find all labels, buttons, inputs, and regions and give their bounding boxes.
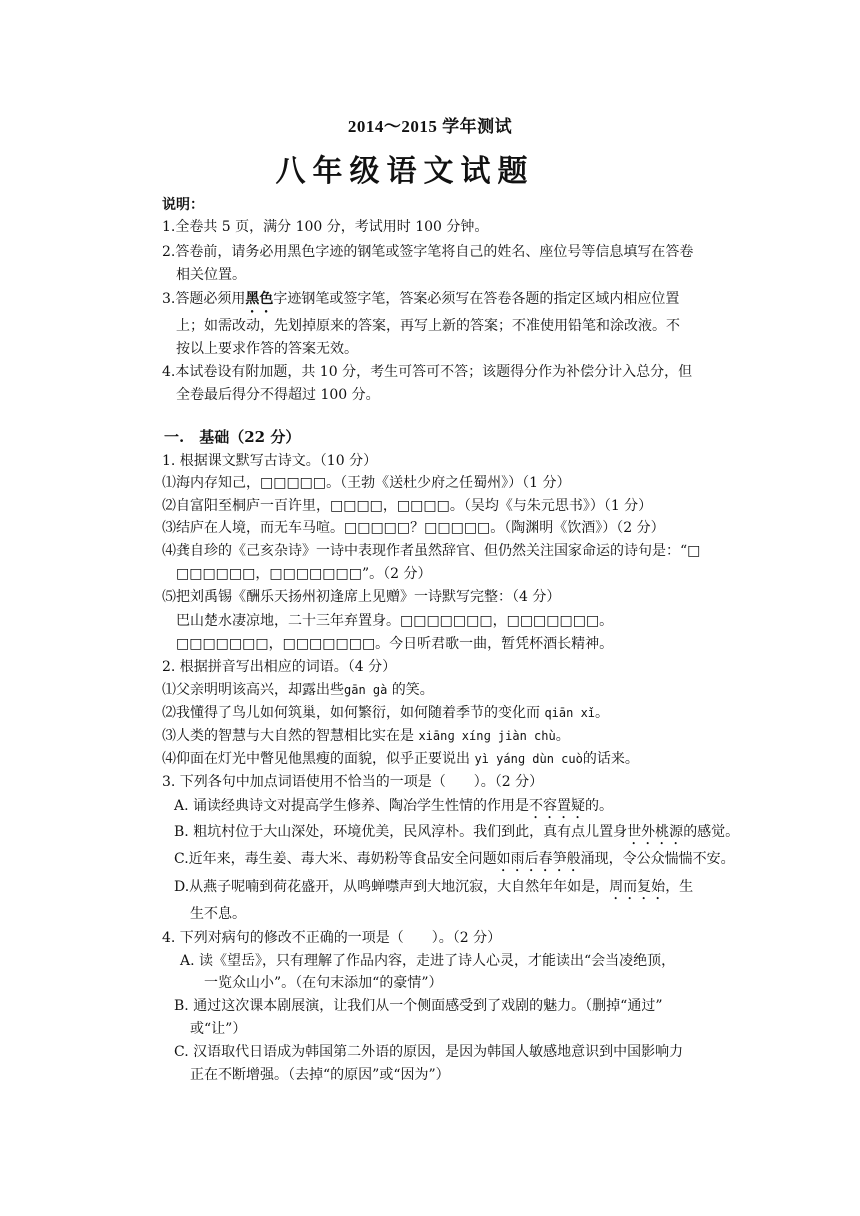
exam-title: 八年级语文试题: [275, 154, 535, 189]
q4-option-c-line2: 正在不断增强。（去掉“的原因”或“因为”）: [190, 1067, 450, 1083]
pinyin: gān gà: [344, 683, 388, 697]
q3-option-c: C.近年来，毒生姜、毒大米、毒奶粉等食品安全问题如雨后春笋般涌现，令公众惴惴不安。: [174, 851, 735, 867]
q1-item-5-line2: 巴山楚水凄凉地，二十三年弃置身。□□□□□□□，□□□□□□□。: [176, 613, 614, 629]
note-2-line2: 相关位置。: [176, 267, 246, 283]
q3-option-b: B. 粗坑村位于大山深处，环境优美，民风淳朴。我们到此，真有点儿置身世外桃源的感觉。: [174, 824, 740, 840]
q3-option-d-line2: 生不息。: [190, 906, 246, 922]
q4-option-a-line2: 一览众山小”。（在句末添加“的豪情”）: [204, 975, 443, 991]
q4-stem: 4. 下列对病句的修改不正确的一项是（ ）。（2 分）: [162, 930, 502, 946]
q1-stem: 1. 根据课文默写古诗文。（10 分）: [162, 453, 378, 469]
emphasized-term: 世外桃源: [627, 824, 684, 840]
q1-item-3: ⑶结庐在人境，而无车马喧。□□□□□？□□□□□。（陶渊明《饮酒》）（2 分）: [162, 520, 665, 536]
q2-item-4: ⑷仰面在灯光中瞥见他黑瘦的面貌，似乎正要说出 yì yánɡ dùn cuò的话来。: [162, 751, 639, 767]
q4-option-b-line1: B. 通过这次课本剧展演，让我们从一个侧面感受到了戏剧的魅力。（删掉“通过”: [174, 998, 663, 1014]
note-3-line1: 3.答题必须用黑色字迹钢笔或签字笔，答案必须写在答卷各题的指定区域内相应位置: [162, 291, 680, 307]
note-3-line2: 上；如需改动，先划掉原来的答案，再写上新的答案；不准使用铅笔和涂改液。不: [176, 318, 680, 334]
q2-stem: 2. 根据拼音写出相应的词语。（4 分）: [162, 659, 397, 675]
q3-option-d-line1: D.从燕子呢喃到荷花盛开，从鸣蝉噤声到大地沉寂，大自然年年如是，周而复始，生: [174, 879, 694, 895]
q1-item-4-line2: □□□□□□，□□□□□□□”。（2 分）: [176, 566, 432, 582]
emphasized-term: 不容置疑: [529, 798, 586, 814]
pinyin: xiānɡ xínɡ jiàn chù: [418, 729, 556, 743]
emphasized-term: 如雨后春笋般: [496, 851, 581, 867]
q2-item-2: ⑵我懂得了鸟儿如何筑巢，如何繁衍，如何随着季节的变化而 qiān xǐ。: [162, 705, 610, 721]
q1-item-5-line1: ⑸把刘禹锡《酬乐天扬州初逢席上见赠》一诗默写完整：（4 分）: [162, 589, 561, 605]
emphasized-term: 周而复始: [609, 879, 666, 895]
notes-label: 说明：: [162, 197, 204, 213]
q4-option-c-line1: C. 汉语取代日语成为韩国第二外语的原因，是因为韩国人敏感地意识到中国影响力: [174, 1044, 684, 1060]
q2-item-3: ⑶人类的智慧与大自然的智慧相比实在是 xiānɡ xínɡ jiàn chù。: [162, 728, 570, 744]
note-1: 1.全卷共 5 页，满分 100 分，考试用时 100 分钟。: [162, 219, 489, 235]
exam-year: 2014～2015 学年测试: [347, 117, 513, 136]
q1-item-5-line3: □□□□□□□，□□□□□□□。今日听君歌一曲，暂凭杯酒长精神。: [176, 636, 614, 652]
q4-option-a-line1: A. 读《望岳》，只有理解了作品内容，走进了诗人心灵，才能读出“会当凌绝顶，: [180, 953, 676, 969]
q4-option-b-line2: 或“让”）: [190, 1021, 247, 1037]
note-2-line1: 2.答卷前，请务必用黑色字迹的钢笔或签字笔将自己的姓名、座位号等信息填写在答卷: [162, 244, 694, 260]
q1-item-1: ⑴海内存知己，□□□□□。（王勃《送杜少府之任蜀州》）（1 分）: [162, 475, 571, 491]
q1-item-2: ⑵自富阳至桐庐一百许里，□□□□，□□□□。（吴均《与朱元思书》）（1 分）: [162, 498, 653, 514]
note-4-line2: 全卷最后得分不得超过 100 分。: [176, 387, 380, 403]
section-1-heading: 一. 基础（22 分）: [164, 428, 301, 446]
q1-item-4-line1: ⑷龚自珍的《己亥杂诗》一诗中表现作者虽然辞官、但仍然关注国家命运的诗句是：“□: [162, 543, 701, 559]
q3-option-a: A. 诵读经典诗文对提高学生修养、陶冶学生性情的作用是不容置疑的。: [174, 798, 614, 814]
pinyin: yì yánɡ dùn cuò: [474, 752, 583, 766]
note-4-line1: 4.本试卷设有附加题，共 10 分，考生可答可不答；该题得分作为补偿分计入总分，但: [162, 364, 693, 380]
emphasized-black: 黑色: [245, 291, 274, 307]
q3-stem: 3. 下列各句中加点词语使用不恰当的一项是（ ）。（2 分）: [162, 774, 544, 790]
q2-item-1: ⑴父亲明明该高兴，却露出些gān gà 的笑。: [162, 682, 434, 698]
pinyin: qiān xǐ: [544, 706, 596, 720]
note-3-line3: 按以上要求作答的答案无效。: [176, 341, 358, 357]
